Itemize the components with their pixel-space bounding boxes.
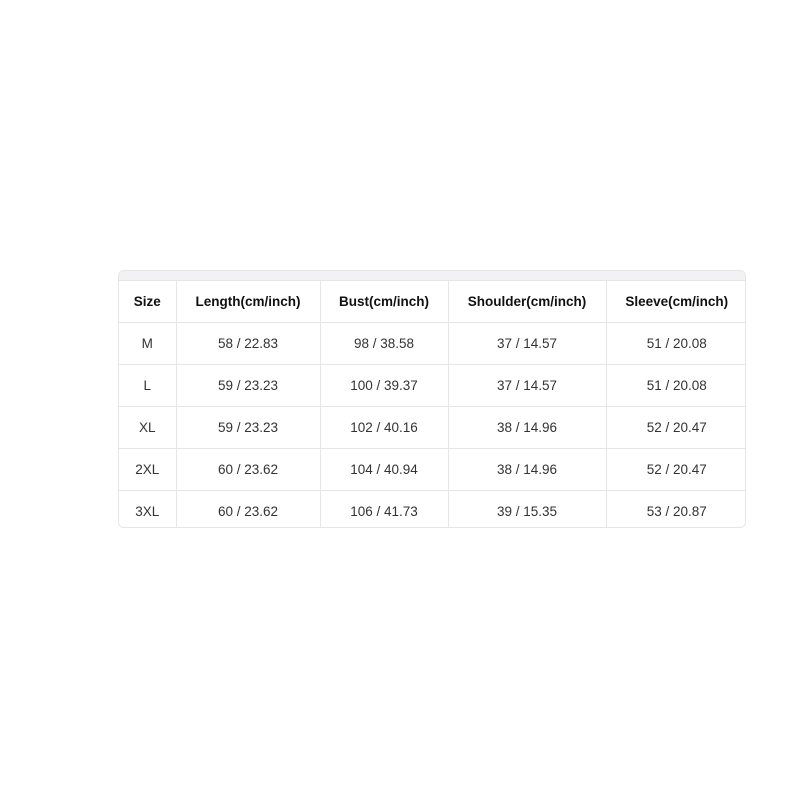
table-row [119,449,746,491]
cell-sleeve: 52 / 20.47 [606,407,746,449]
header-shoulder: Shoulder(cm/inch) [448,281,606,323]
table-top-strip [119,271,745,281]
cell-sleeve: 51 / 20.08 [606,323,746,365]
cell-shoulder: 39 / 15.35 [448,491,606,529]
header-length: Length(cm/inch) [176,281,320,323]
table-row [119,407,746,449]
table-row [119,365,746,407]
size-chart-table-container [118,270,746,528]
header-size: Size [119,281,176,323]
cell-sleeve: 51 / 20.08 [606,365,746,407]
cell-size: 2XL [119,449,176,491]
table-row [119,491,746,529]
cell-size: L [119,365,176,407]
cell-length: 59 / 23.23 [176,365,320,407]
cell-length: 59 / 23.23 [176,407,320,449]
cell-length: 60 / 23.62 [176,491,320,529]
cell-length: 60 / 23.62 [176,449,320,491]
cell-size: 3XL [119,491,176,529]
cell-sleeve: 52 / 20.47 [606,449,746,491]
cell-bust: 106 / 41.73 [320,491,448,529]
cell-length: 58 / 22.83 [176,323,320,365]
cell-size: XL [119,407,176,449]
cell-bust: 98 / 38.58 [320,323,448,365]
header-sleeve: Sleeve(cm/inch) [606,281,746,323]
cell-bust: 104 / 40.94 [320,449,448,491]
cell-sleeve: 53 / 20.87 [646,504,707,519]
cell-shoulder: 38 / 14.96 [448,449,606,491]
header-bust: Bust(cm/inch) [320,281,448,323]
cell-shoulder: 37 / 14.57 [448,323,606,365]
cell-size: M [119,323,176,365]
cell-shoulder: 37 / 14.57 [448,365,606,407]
size-chart-table [119,281,746,528]
cell-bust: 100 / 39.37 [320,365,448,407]
table-header-row [119,281,746,323]
cell-bust: 102 / 40.16 [320,407,448,449]
cell-shoulder: 38 / 14.96 [448,407,606,449]
table-row [119,323,746,365]
